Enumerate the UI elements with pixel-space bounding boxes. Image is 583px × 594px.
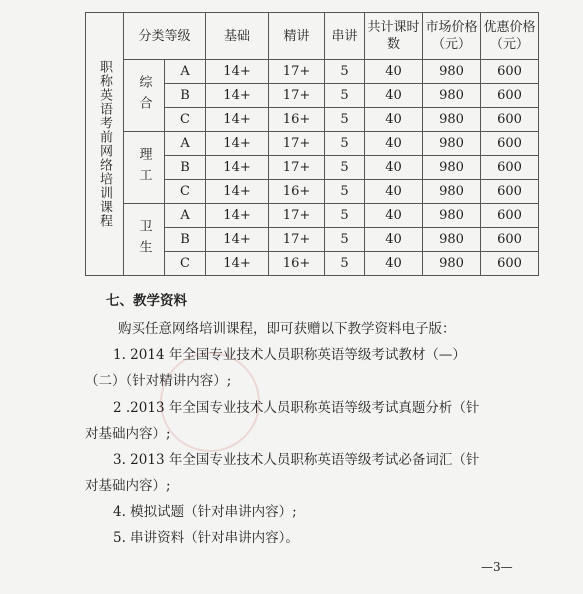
table-cell: 40 [365, 204, 423, 228]
course-label: 职称英语考前网络培训课程 [97, 60, 112, 228]
table-cell: 5 [325, 180, 365, 204]
material-item-3: 3. 2013 年全国专业技术人员职称英语等级考试必备词汇（针 [113, 452, 480, 468]
table-cell: 980 [423, 60, 481, 84]
table-cell: 14+ [206, 60, 269, 84]
material-item-2: 2 .2013 年全国专业技术人员职称英语等级考试真题分析（针 [113, 400, 480, 416]
category-cell [124, 204, 165, 276]
material-item-2-cont: 对基础内容）; [85, 426, 171, 442]
column-header: 优惠价格（元） [481, 13, 539, 60]
table-cell: 40 [365, 60, 423, 84]
level-cell: C [165, 252, 206, 276]
table-cell: 17+ [269, 228, 325, 252]
category-label: 综合 [136, 74, 152, 117]
table-cell: 16+ [269, 252, 325, 276]
table-cell: 600 [481, 156, 539, 180]
table-cell: 5 [325, 108, 365, 132]
table-cell: 14+ [206, 108, 269, 132]
column-header: 分类等级 [124, 13, 206, 60]
column-header: 精讲 [269, 13, 325, 60]
level-cell: B [165, 156, 206, 180]
table-cell: 17+ [269, 156, 325, 180]
table-cell: 17+ [269, 60, 325, 84]
column-header: 串讲 [325, 13, 365, 60]
table-cell: 14+ [206, 84, 269, 108]
table-cell: 5 [325, 60, 365, 84]
material-item-1-cont: （二）（针对精讲内容）; [85, 373, 232, 389]
table-cell: 14+ [206, 228, 269, 252]
table-cell: 17+ [269, 204, 325, 228]
category-cell [124, 60, 165, 132]
table-cell: 5 [325, 156, 365, 180]
table-row [86, 60, 539, 84]
table-cell: 5 [325, 252, 365, 276]
table-cell: 600 [481, 180, 539, 204]
table-cell: 14+ [206, 132, 269, 156]
table-cell: 5 [325, 132, 365, 156]
table-cell: 980 [423, 132, 481, 156]
table-row [86, 132, 539, 156]
table-cell: 980 [423, 228, 481, 252]
material-item-3-cont: 对基础内容）; [85, 478, 171, 494]
table-cell: 980 [423, 252, 481, 276]
level-cell: B [165, 84, 206, 108]
table-cell: 600 [481, 228, 539, 252]
level-cell: B [165, 228, 206, 252]
category-label: 理工 [136, 146, 152, 189]
table-cell: 980 [423, 180, 481, 204]
table-cell: 17+ [269, 132, 325, 156]
column-header: 共计课时数 [365, 13, 423, 60]
table-cell: 600 [481, 204, 539, 228]
table-cell: 16+ [269, 180, 325, 204]
material-item-4: 4. 模拟试题（针对串讲内容）; [113, 504, 297, 520]
table-cell: 980 [423, 108, 481, 132]
table-cell: 14+ [206, 252, 269, 276]
table-cell: 600 [481, 132, 539, 156]
table-cell: 980 [423, 156, 481, 180]
table-cell: 40 [365, 156, 423, 180]
level-cell: A [165, 132, 206, 156]
table-cell: 16+ [269, 108, 325, 132]
table-row [86, 204, 539, 228]
category-cell [124, 132, 165, 204]
table-cell: 600 [481, 60, 539, 84]
column-header: 基础 [206, 13, 269, 60]
section-intro: 购买任意网络培训课程，即可获赠以下教学资料电子版： [118, 321, 456, 337]
table-cell: 40 [365, 84, 423, 108]
section-title: 七、教学资料 [106, 293, 187, 309]
table-cell: 600 [481, 84, 539, 108]
page-number: —3— [481, 560, 513, 574]
table-cell: 980 [423, 204, 481, 228]
column-header: 市场价格（元） [423, 13, 481, 60]
table-cell: 40 [365, 252, 423, 276]
material-item-5: 5. 串讲资料（针对串讲内容）。 [113, 530, 299, 546]
level-cell: A [165, 204, 206, 228]
material-item-1: 1. 2014 年全国专业技术人员职称英语等级考试教材（—） [113, 347, 466, 363]
table-cell: 5 [325, 84, 365, 108]
table-cell: 14+ [206, 156, 269, 180]
level-cell: C [165, 180, 206, 204]
table-cell: 980 [423, 84, 481, 108]
table-cell: 14+ [206, 204, 269, 228]
table-cell: 40 [365, 180, 423, 204]
table-cell: 14+ [206, 180, 269, 204]
table-cell: 5 [325, 228, 365, 252]
table-cell: 40 [365, 132, 423, 156]
table-cell: 600 [481, 252, 539, 276]
table-cell: 600 [481, 108, 539, 132]
course-label-cell [86, 13, 124, 276]
table-cell: 40 [365, 108, 423, 132]
table-cell: 40 [365, 228, 423, 252]
table-header-row [86, 13, 539, 60]
category-label: 卫生 [136, 218, 152, 261]
course-pricing-table [85, 12, 539, 276]
table-cell: 5 [325, 204, 365, 228]
level-cell: C [165, 108, 206, 132]
table-cell: 17+ [269, 84, 325, 108]
level-cell: A [165, 60, 206, 84]
